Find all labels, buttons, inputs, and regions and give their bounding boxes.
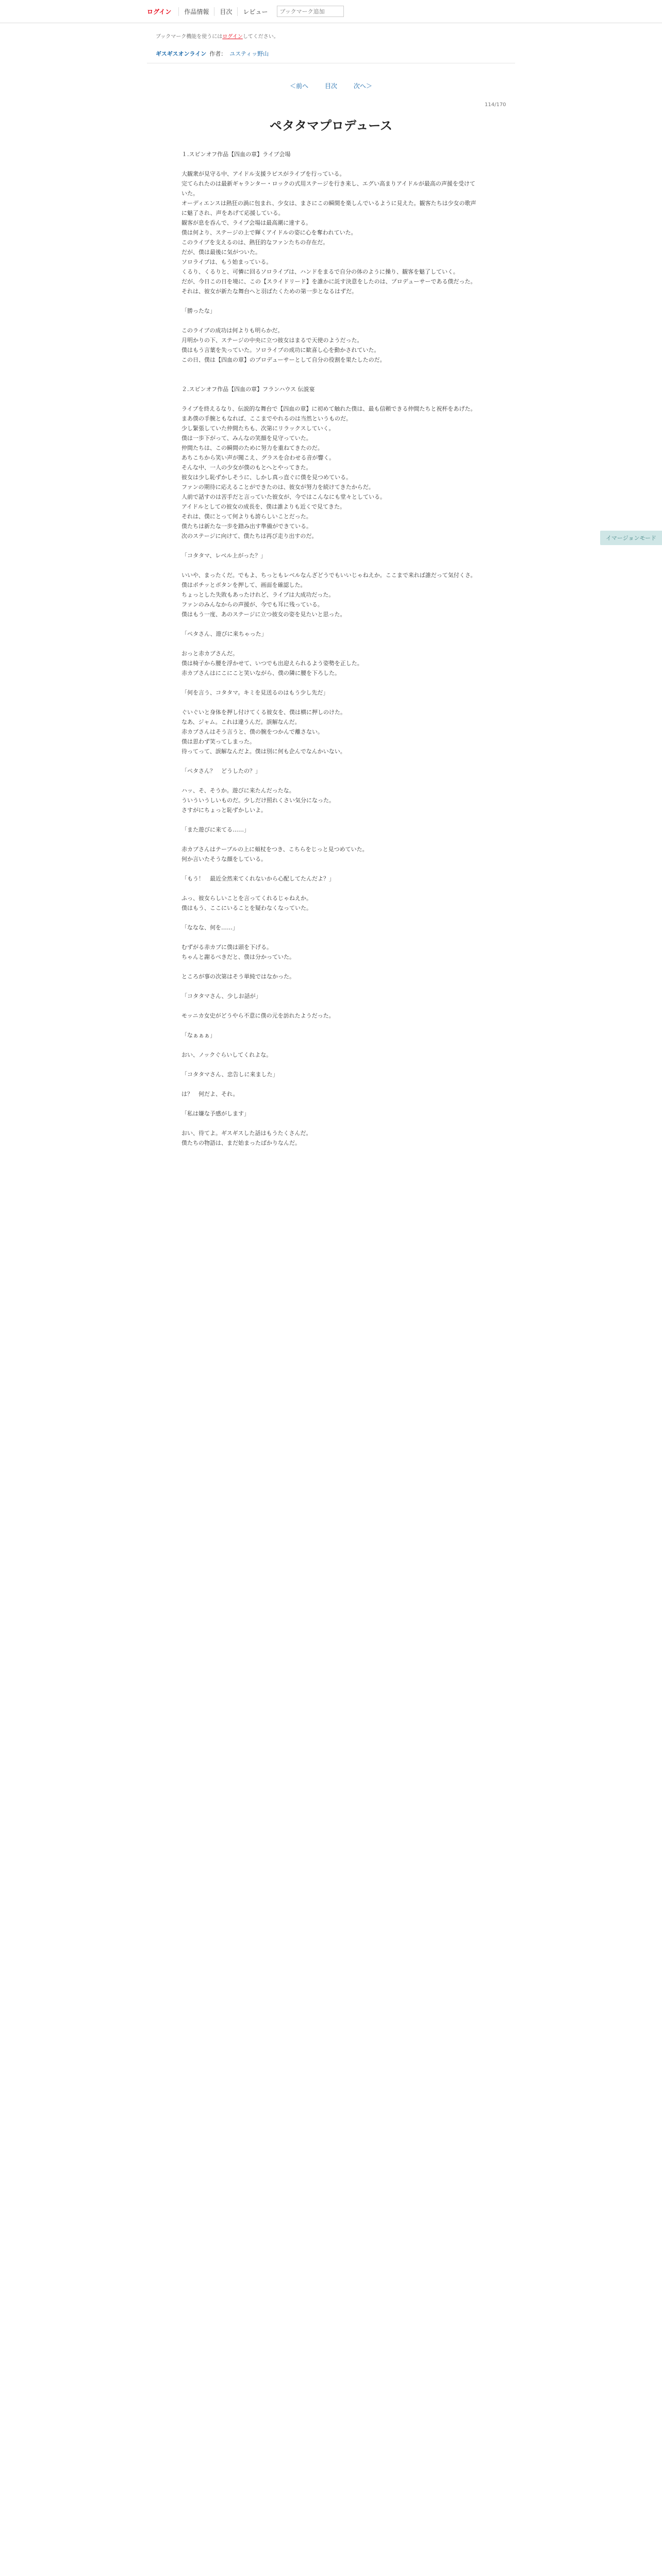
body-paragraph: おい、ノックぐらいしてくれよな。 (181, 1052, 272, 1058)
body-paragraph: １.スピンオフ作品【四血の章】ライブ会場 (181, 151, 291, 158)
body-paragraph: だが、今日この日を境に、この【スライドリード】を誰かに託す決意をしたのは、プロデューサーである僕だった。 (181, 278, 476, 285)
body-paragraph (181, 365, 481, 375)
body-paragraph: 僕はもう、ここにいることを疑わなくなっていた。 (181, 905, 312, 911)
login-notice-suffix: してください。 (242, 34, 279, 40)
body-paragraph (181, 962, 481, 972)
body-paragraph (181, 776, 481, 786)
body-paragraph: ハッ、そ、そうか。遊びに来たんだったな。 (181, 787, 295, 794)
body-paragraph: おっと赤カブさんだ。 (181, 650, 238, 657)
chapter-counter: 114/170 (485, 102, 506, 108)
nav-item-novel-info[interactable]: 作品情報 (178, 7, 214, 16)
body-paragraph (181, 884, 481, 893)
body-paragraph: 「また遊びに来てる……」 (181, 826, 250, 833)
body-paragraph: 「勝ったな」 (181, 308, 216, 314)
body-paragraph: ちょっとした失敗もあったけれど、ライブは大成功だった。 (181, 591, 335, 598)
body-paragraph (181, 756, 481, 766)
body-paragraph: そんな中、一人の少女が僕のもとへとやってきた。 (181, 464, 312, 471)
body-paragraph (181, 1079, 481, 1089)
body-paragraph: ちゃんと謝るべきだと、僕は分かっていた。 (181, 954, 295, 960)
body-paragraph: それは、彼女が新たな舞台へと羽ばたくための第一歩となるはずだ。 (181, 288, 357, 295)
body-paragraph: 赤カブさんはにこにこと笑いながら、僕の隣に腰を下ろした。 (181, 670, 340, 676)
body-paragraph: 「ななな、何を……」 (181, 924, 238, 931)
body-paragraph: 「私は嫌な予感がします」 (181, 1110, 250, 1117)
body-paragraph: ういういうしいものだ。少しだけ照れくさい気分になった。 (181, 797, 335, 804)
body-paragraph (181, 296, 481, 306)
body-paragraph: くるり、くるりと、可憐に回るソロライブは、ハンドをまるで自分の体のように操り、観客を魅了していく。 (181, 268, 459, 275)
body-paragraph (181, 835, 481, 844)
body-paragraph: ２.スピンオフ作品【四血の章】フランハウス 伝説宴 (181, 386, 315, 393)
body-paragraph (181, 933, 481, 942)
body-paragraph: 「ペタさん、遊びに来ちゃった」 (181, 631, 267, 637)
body-paragraph (181, 815, 481, 825)
body-paragraph: 何か言いたそうな顔をしている。 (181, 856, 267, 862)
body-paragraph: アイドルとしての彼女の成長を、僕は誰よりも近くで見てきた。 (181, 503, 346, 510)
body-paragraph: 完てられたのは最新ギャランター・ロックの式用ステージを行き来し、エグい高まりアイドルが最高の声援を受けていた。 (181, 180, 475, 197)
body-paragraph: 大観衆が見守る中、アイドル支援ラピスがライブを行っている。 (181, 171, 345, 177)
body-paragraph: さすがにちょっと恥ずかしいよ。 (181, 807, 267, 814)
body-paragraph: この日、僕は【四血の章】のプロデューサーとして自分の役割を果たしたのだ。 (181, 357, 386, 363)
body-paragraph (181, 541, 481, 551)
body-paragraph: ライブを終えるなり、伝説的な舞台で【四血の章】に初めて触れた僕は、最も信頼できる仲間たちと祝杯をあげた。 (181, 405, 476, 412)
body-paragraph: 「もう！ 最近全然来てくれないから心配してたんだよ？」 (181, 875, 335, 882)
breadcrumb (156, 49, 269, 58)
body-paragraph (181, 394, 481, 404)
body-paragraph (181, 1001, 481, 1011)
body-paragraph (181, 698, 481, 707)
body-paragraph: ファンのみんなからの声援が、今でも耳に残っている。 (181, 601, 323, 608)
login-link[interactable]: ログイン (147, 8, 172, 15)
series-title-link[interactable]: ギスギスオンライン (156, 50, 207, 57)
author-link[interactable]: ユスティッ野山 (229, 50, 269, 57)
body-paragraph: それは、僕にとって何よりも誇らしいことだった。 (181, 513, 312, 520)
body-paragraph: むずがる赤カブに僕は頭を下げる。 (181, 944, 272, 951)
body-paragraph: 「コタタマさん、少しお話が」 (181, 993, 261, 999)
body-paragraph: 僕は一歩下がって、みんなの笑顔を見守っていた。 (181, 435, 312, 442)
body-paragraph: 観客が息を呑んで、ライブ会場は最高潮に達する。 (181, 219, 312, 226)
body-paragraph: 「コタタマ、レベル上がった？」 (181, 552, 267, 559)
body-paragraph: 次のステージに向けて、僕たちは再び走り出すのだ。 (181, 533, 318, 539)
body-paragraph: だが、僕は最後に気がついた。 (181, 249, 261, 256)
immersion-mode-button[interactable]: イマージョンモード (600, 531, 662, 545)
body-paragraph (181, 1118, 481, 1128)
body-paragraph (181, 316, 481, 326)
body-paragraph: 僕はもう言葉を失っていた。ソロライブの成功に歓喜し心を動かされていた。 (181, 347, 380, 353)
body-paragraph: 僕はもう一度、あのステージに立つ彼女の姿を見たいと思った。 (181, 611, 346, 618)
body-paragraph: このライブの成功は何よりも明らかだ。 (181, 327, 284, 334)
body-paragraph: 僕はポチッとボタンを押して、画面を確認した。 (181, 582, 306, 588)
body-paragraph (181, 619, 481, 629)
login-notice-prefix: ブックマーク機能を使うには (156, 34, 223, 40)
body-paragraph (181, 1021, 481, 1030)
chapter-title: ペタタマプロデュース (269, 118, 393, 133)
body-paragraph (181, 561, 481, 570)
body-paragraph: 僕は椅子から腰を浮かせて、いつでも出迎えられるよう姿勢を正した。 (181, 660, 363, 667)
body-paragraph: オーディエンスは熱狂の渦に包まれ、少女は、まさにこの瞬間を楽しんでいるように見えた。観客たちは少女の歌声に魅了され、声をあげて応援している。 (181, 200, 476, 216)
body-paragraph: 「なぁぁぁ」 (181, 1032, 216, 1039)
body-paragraph: ふっ、彼女らしいことを言ってくれるじゃねえか。 (181, 895, 312, 902)
body-paragraph: 「ペタさん？ どうしたの？」 (181, 768, 261, 774)
chapter-body (181, 149, 481, 1148)
body-paragraph: なあ、ジャム。これは違うんだ。誤解なんだ。 (181, 719, 301, 725)
nav-item-toc[interactable]: 目次 (214, 7, 237, 16)
body-paragraph (181, 639, 481, 649)
body-paragraph: まあ僕の手腕ともなれば、ここまでやれるのは当然というものだ。 (181, 415, 352, 422)
body-paragraph (181, 1040, 481, 1050)
body-paragraph: 彼女は少し恥ずかしそうに、しかし真っ直ぐに僕を見つめている。 (181, 474, 352, 481)
body-paragraph (181, 159, 481, 169)
body-paragraph: 少し緊張していた仲間たちも、次第にリラックスしていく。 (181, 425, 335, 432)
body-paragraph: 「何を言う、コタタマ。キミを見送るのはもう少し先だ」 (181, 689, 329, 696)
author-label: 作者： (209, 50, 227, 57)
body-paragraph: あちこちから笑い声が聞こえ、グラスを合わせる音が響く。 (181, 454, 335, 461)
body-paragraph: おい、待てよ。ギスギスした話はもうたくさんだ。 (181, 1130, 312, 1137)
body-paragraph: いいや、まったくだ。でもよ、ちっともレベルなんざどうでもいいじゃねえか。ここまで来れば誰だって気付くさ。 (181, 572, 476, 579)
bookmark-input[interactable] (277, 6, 344, 17)
body-paragraph (181, 913, 481, 923)
body-paragraph (181, 375, 481, 384)
body-paragraph: 僕は思わず笑ってしまった。 (181, 738, 255, 745)
body-paragraph (181, 1060, 481, 1070)
body-paragraph: 僕たちは新たな一歩を踏み出す準備ができている。 (181, 523, 312, 530)
body-paragraph: 赤カブさんはテーブルの上に頬杖をつき、こちらをじっと見つめていた。 (181, 846, 368, 853)
next-chapter-link[interactable]: 次へ＞ (353, 82, 372, 90)
body-paragraph: 待ってって、誤解なんだよ。僕は別に何も企んでなんかいない。 (181, 748, 346, 755)
body-paragraph: ファンの期待に応えることができたのは、彼女が努力を続けてきたからだ。 (181, 484, 374, 490)
body-paragraph (181, 981, 481, 991)
body-paragraph: 赤カブさんはそう言うと、僕の腕をつかんで離さない。 (181, 728, 323, 735)
body-paragraph: 人前で話すのは苦手だと言っていた彼女が、今ではこんなにも堂々としている。 (181, 494, 386, 500)
body-paragraph: ぐいぐいと身体を押し付けてくる彼女を、僕は横に押しのけた。 (181, 709, 346, 716)
body-paragraph: ところが事の次第はそう単純ではなかった。 (181, 973, 295, 980)
login-notice (156, 32, 279, 40)
body-paragraph: 仲間たちは、この瞬間のために努力を重ねてきたのだ。 (181, 445, 323, 451)
login-notice-link[interactable]: ログイン (222, 34, 243, 40)
top-navigation-bar (0, 0, 662, 23)
body-paragraph (181, 678, 481, 688)
body-paragraph (181, 864, 481, 874)
nav-item-review[interactable]: レビュー (237, 7, 273, 16)
body-paragraph (181, 1099, 481, 1109)
toc-link[interactable]: 目次 (324, 82, 337, 90)
body-paragraph: 「コタタマさん、忠告しに来ました」 (181, 1071, 278, 1078)
prev-chapter-link[interactable]: ＜前へ (290, 82, 309, 90)
body-paragraph: このライブを支えるのは、熱狂的なファンたちの存在だ。 (181, 239, 329, 246)
chapter-pager-top (0, 81, 662, 90)
body-paragraph: モッニカ女史がどうやら不意に僕の元を訪れたようだった。 (181, 1012, 335, 1019)
body-paragraph: 僕は何より、ステージの上で輝くアイドルの姿に心を奪われていた。 (181, 229, 357, 236)
body-paragraph: ソロライブは、もう始まっている。 (181, 259, 272, 265)
body-paragraph: 月明かりの下、ステージの中央に立つ彼女はまるで天使のようだった。 (181, 337, 363, 344)
body-paragraph: は？ 何だよ、それ。 (181, 1091, 239, 1097)
body-paragraph: 僕たちの物語は、まだ始まったばかりなんだ。 (181, 1140, 301, 1146)
